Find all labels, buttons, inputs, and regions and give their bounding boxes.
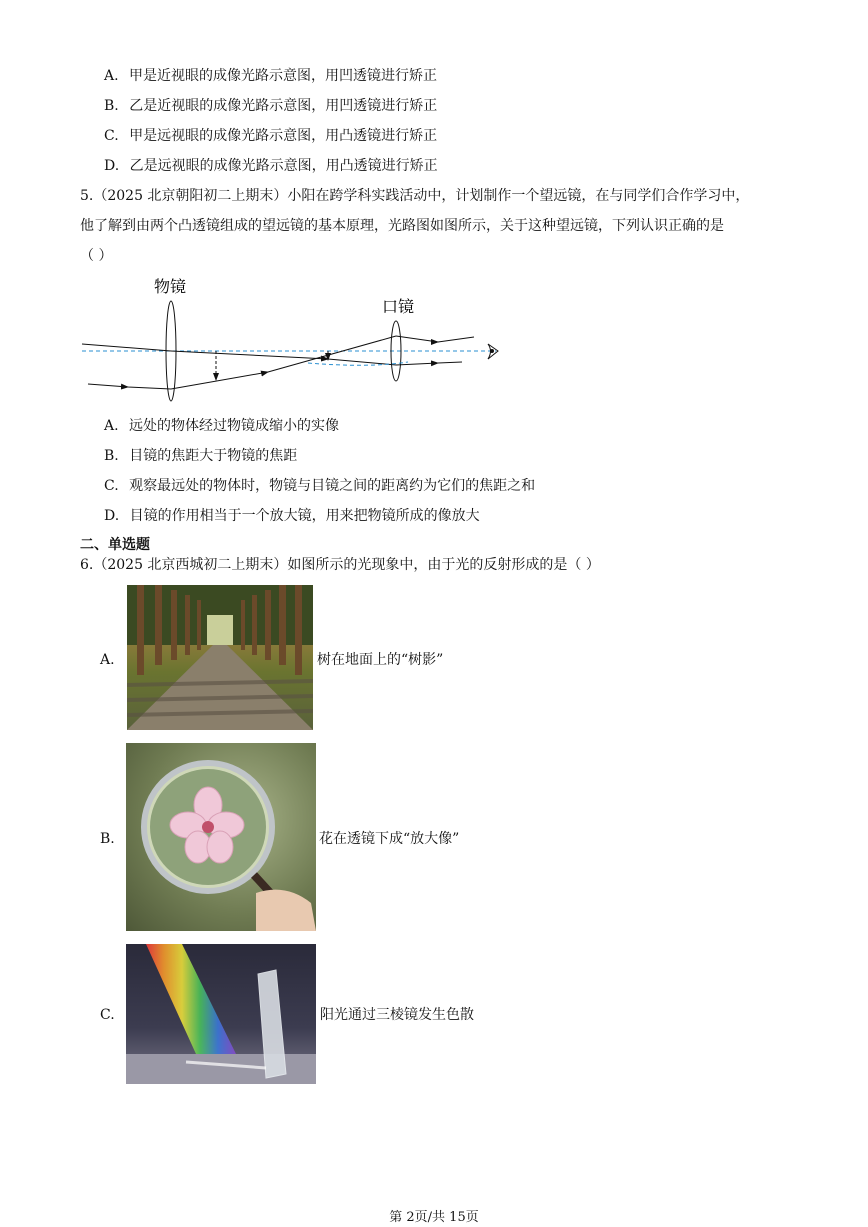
- q6-option-c-text: 阳光通过三棱镜发生色散: [320, 1007, 474, 1023]
- option-label: C.: [104, 128, 119, 144]
- telescope-diagram: [78, 272, 518, 402]
- q5-stem-line2: 他了解到由两个凸透镜组成的望远镜的基本原理，光路图如图所示，关于这种望远镜，下列认识正确的是: [80, 218, 724, 234]
- option-label: B.: [104, 98, 119, 114]
- section-title: 二、单选题: [80, 537, 150, 553]
- q6-option-b-label: B.: [100, 831, 115, 847]
- option-text: 甲是远视眼的成像光路示意图，用凸透镜进行矫正: [129, 128, 438, 144]
- incoming-ray-bottom: [88, 384, 171, 389]
- exit-ray-bottom: [396, 362, 462, 365]
- q6-option-b-text: 花在透镜下成“放大像”: [319, 831, 460, 847]
- eyepiece-label: 口镜: [382, 297, 415, 316]
- q4-option-b: [104, 96, 437, 116]
- option-label: C.: [104, 478, 119, 494]
- magnifier-flower-photo: [126, 743, 316, 931]
- q5-option-a: [104, 416, 339, 436]
- incoming-ray-top: [82, 344, 171, 351]
- option-text: 目镜的焦距大于物镜的焦距: [129, 448, 298, 464]
- q5-option-b: [104, 446, 297, 466]
- option-text: 观察最远处的物体时，物镜与目镜之间的距离约为它们的焦距之和: [129, 478, 536, 494]
- q4-option-a: [104, 66, 437, 86]
- tree-shadow-photo: [127, 585, 313, 730]
- option-text: 甲是近视眼的成像光路示意图，用凹透镜进行矫正: [129, 68, 438, 84]
- q6-option-a-text: 树在地面上的“树影”: [317, 652, 444, 668]
- refracted-ray-top: [171, 351, 396, 365]
- q6-stem: 6.（2025 北京西城初二上期末）如图所示的光现象中，由于光的反射形成的是（ ）: [80, 557, 600, 573]
- q5-stem-line3: （ ）: [80, 248, 113, 264]
- exit-ray-top: [396, 336, 474, 342]
- q4-option-d: [104, 156, 438, 176]
- option-label: A.: [104, 68, 119, 84]
- option-text: 乙是近视眼的成像光路示意图，用凹透镜进行矫正: [129, 98, 438, 114]
- option-text: 目镜的作用相当于一个放大镜，用来把物镜所成的像放大: [129, 508, 480, 524]
- q5-option-c: [104, 476, 535, 496]
- option-label: B.: [104, 448, 119, 464]
- objective-label: 物镜: [154, 277, 187, 296]
- option-label: D.: [104, 508, 120, 524]
- q6-option-c-label: C.: [100, 1007, 115, 1023]
- option-text: 乙是远视眼的成像光路示意图，用凸透镜进行矫正: [129, 158, 438, 174]
- q5-option-d: [104, 506, 480, 526]
- page-number: 第 2页/共 15页: [389, 1210, 479, 1225]
- option-label: A.: [104, 418, 119, 434]
- q6-option-a-label: A.: [100, 652, 115, 668]
- option-label: D.: [104, 158, 120, 174]
- q5-stem-line1: 5.（2025 北京朝阳初二上期末）小阳在跨学科实践活动中，计划制作一个望远镜，在与同学们合作学习中，: [80, 188, 750, 204]
- option-text: 远处的物体经过物镜成缩小的实像: [129, 418, 340, 434]
- prism-dispersion-photo: [126, 944, 316, 1084]
- q4-option-c: [104, 126, 437, 146]
